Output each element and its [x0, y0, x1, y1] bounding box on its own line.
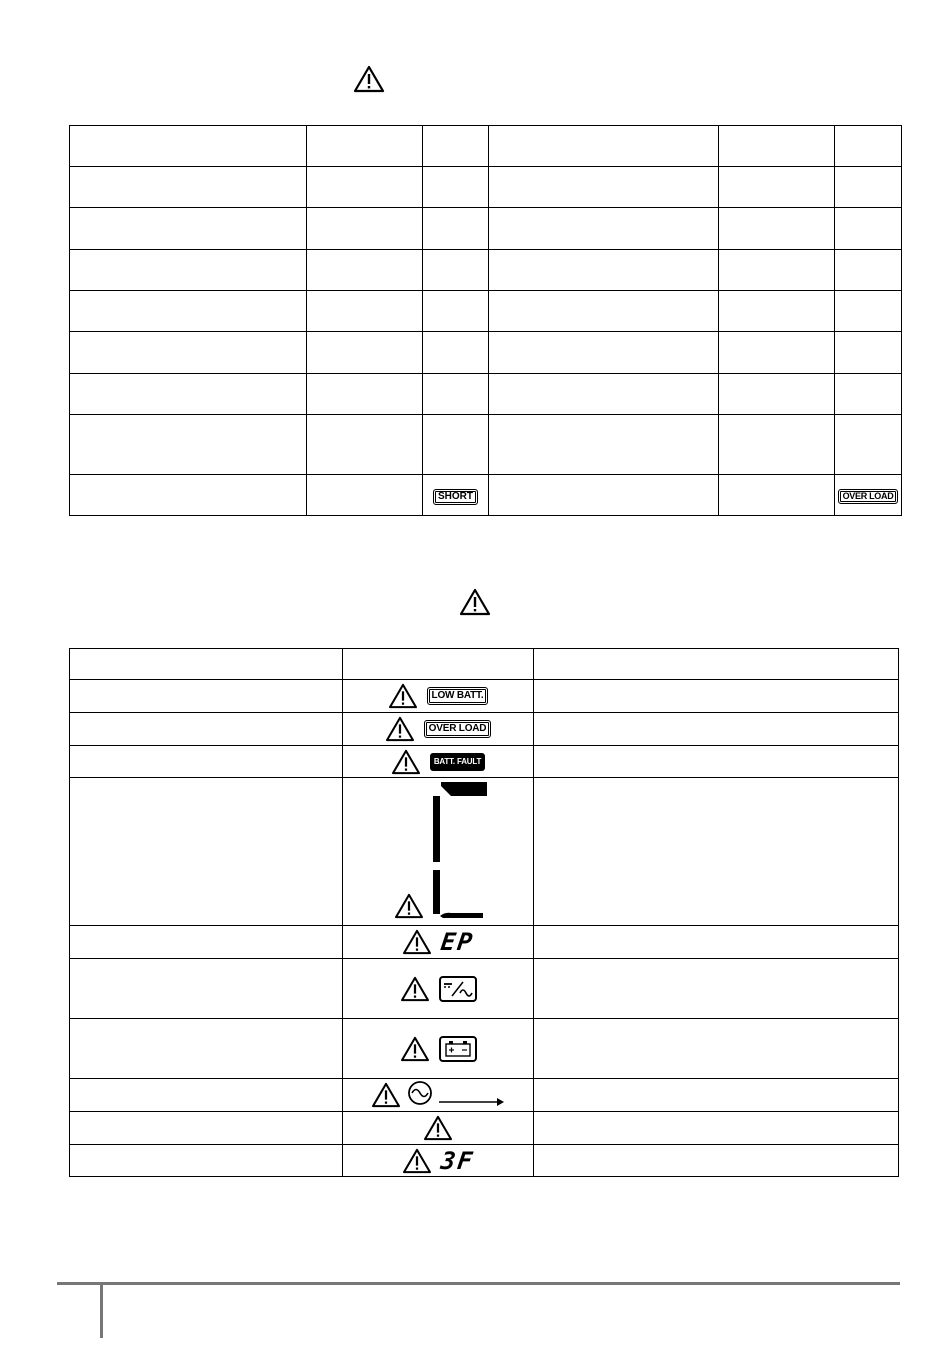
ep-code: EP: [439, 928, 476, 956]
table-row: [70, 291, 902, 332]
dc-ac-converter-icon: [439, 976, 477, 1002]
table-row: [70, 250, 902, 291]
table-row: [70, 374, 902, 415]
footer-tick: [100, 1284, 103, 1338]
footer-divider: [57, 1282, 900, 1285]
three-f-code: 3F: [439, 1146, 476, 1175]
warning-triangle-icon: [385, 716, 415, 742]
table-row: [70, 778, 899, 926]
battery-icon: [439, 1036, 477, 1062]
short-badge: SHORT: [433, 489, 478, 505]
fault-table: [69, 125, 902, 516]
warning-triangle-icon: [402, 1148, 432, 1174]
table-row: [70, 926, 899, 959]
table-row: [70, 1019, 899, 1079]
table-row: [70, 1079, 899, 1112]
warning-triangle-icon: [400, 1036, 430, 1062]
warning-triangle-icon: [391, 749, 421, 775]
table-row: [70, 713, 899, 746]
batt-fault-badge: BATT. FAULT: [430, 753, 485, 771]
warning-triangle-icon: [400, 976, 430, 1002]
ac-sine-arrow-icon: [407, 1081, 505, 1109]
section1-warning-icon: [353, 65, 385, 93]
table-row: [70, 959, 899, 1019]
warning-triangle-icon: [423, 1115, 453, 1141]
table-row: [70, 208, 902, 250]
table-row: [70, 649, 899, 680]
table-row: [70, 1145, 899, 1177]
overload-badge: OVER LOAD: [424, 720, 492, 738]
overload-badge: OVER LOAD: [838, 489, 899, 504]
table-row: [70, 126, 902, 167]
section2-warning-icon: [459, 588, 491, 616]
warning-triangle-icon: [394, 893, 424, 919]
table-row: [70, 1112, 899, 1145]
table-row: [70, 475, 902, 516]
table-row: [70, 167, 902, 208]
table-row: [70, 680, 899, 713]
warning-table: [69, 648, 899, 1177]
low-batt-badge: LOW BATT.: [427, 687, 489, 705]
table-row: [70, 332, 902, 374]
table-row: [70, 746, 899, 778]
warning-triangle-icon: [371, 1082, 401, 1108]
load-level-segment-icon: [429, 782, 489, 924]
warning-triangle-icon: [402, 929, 432, 955]
warning-triangle-icon: [388, 683, 418, 709]
table-row: [70, 415, 902, 475]
